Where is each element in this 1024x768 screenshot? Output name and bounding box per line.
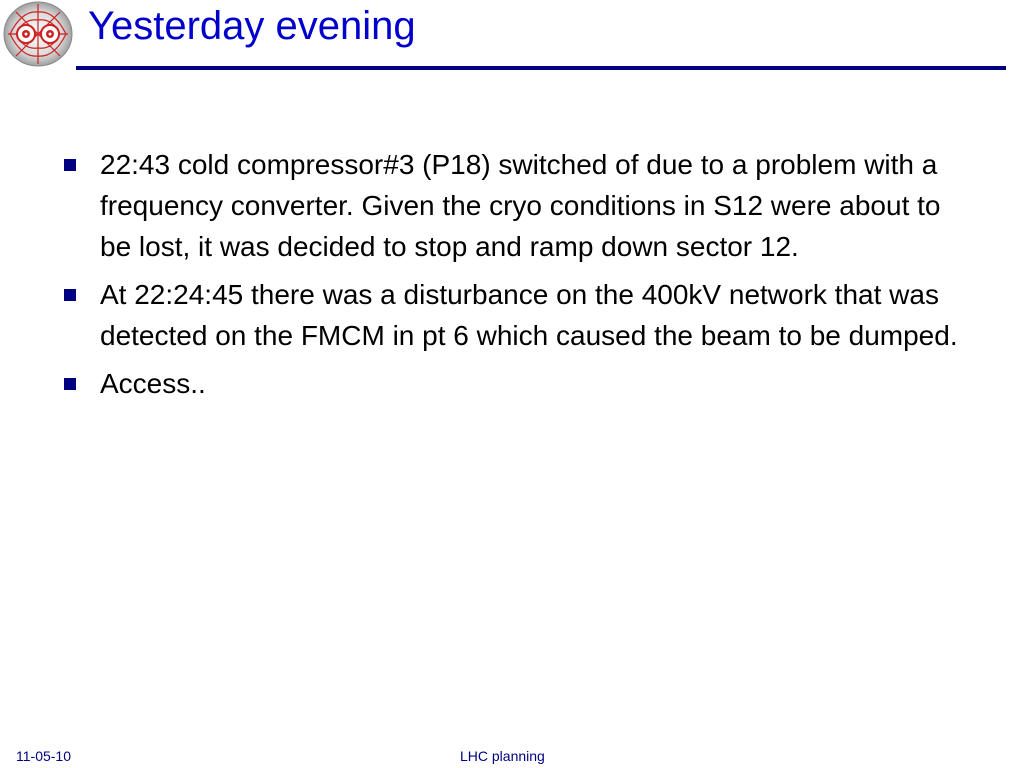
square-bullet-icon [64, 378, 76, 390]
footer-date: 11-05-10 [16, 748, 72, 764]
bullet-item [62, 144, 972, 267]
footer-title: LHC planning [460, 748, 545, 764]
bullet-list [62, 144, 972, 411]
bullet-item [62, 363, 972, 404]
title-underline [76, 66, 1006, 70]
square-bullet-icon [64, 289, 76, 301]
bullet-text: 22:43 cold compressor#3 (P18) switched of due to a problem with a frequency converter. Given the cryo conditions in S12 were about to be lost, it was decided to stop and ramp down sector 12. [100, 149, 941, 262]
square-bullet-icon [64, 159, 76, 171]
bullet-item [62, 274, 972, 356]
bullet-text: Access.. [100, 368, 206, 399]
slide-title: Yesterday evening [88, 4, 416, 48]
bullet-text: At 22:24:45 there was a disturbance on the 400kV network that was detected on the FMCM in pt 6 which caused the beam to be dumped. [100, 279, 958, 351]
lhc-logo [2, 0, 74, 68]
lhc-magnet-logo-icon [2, 0, 74, 68]
